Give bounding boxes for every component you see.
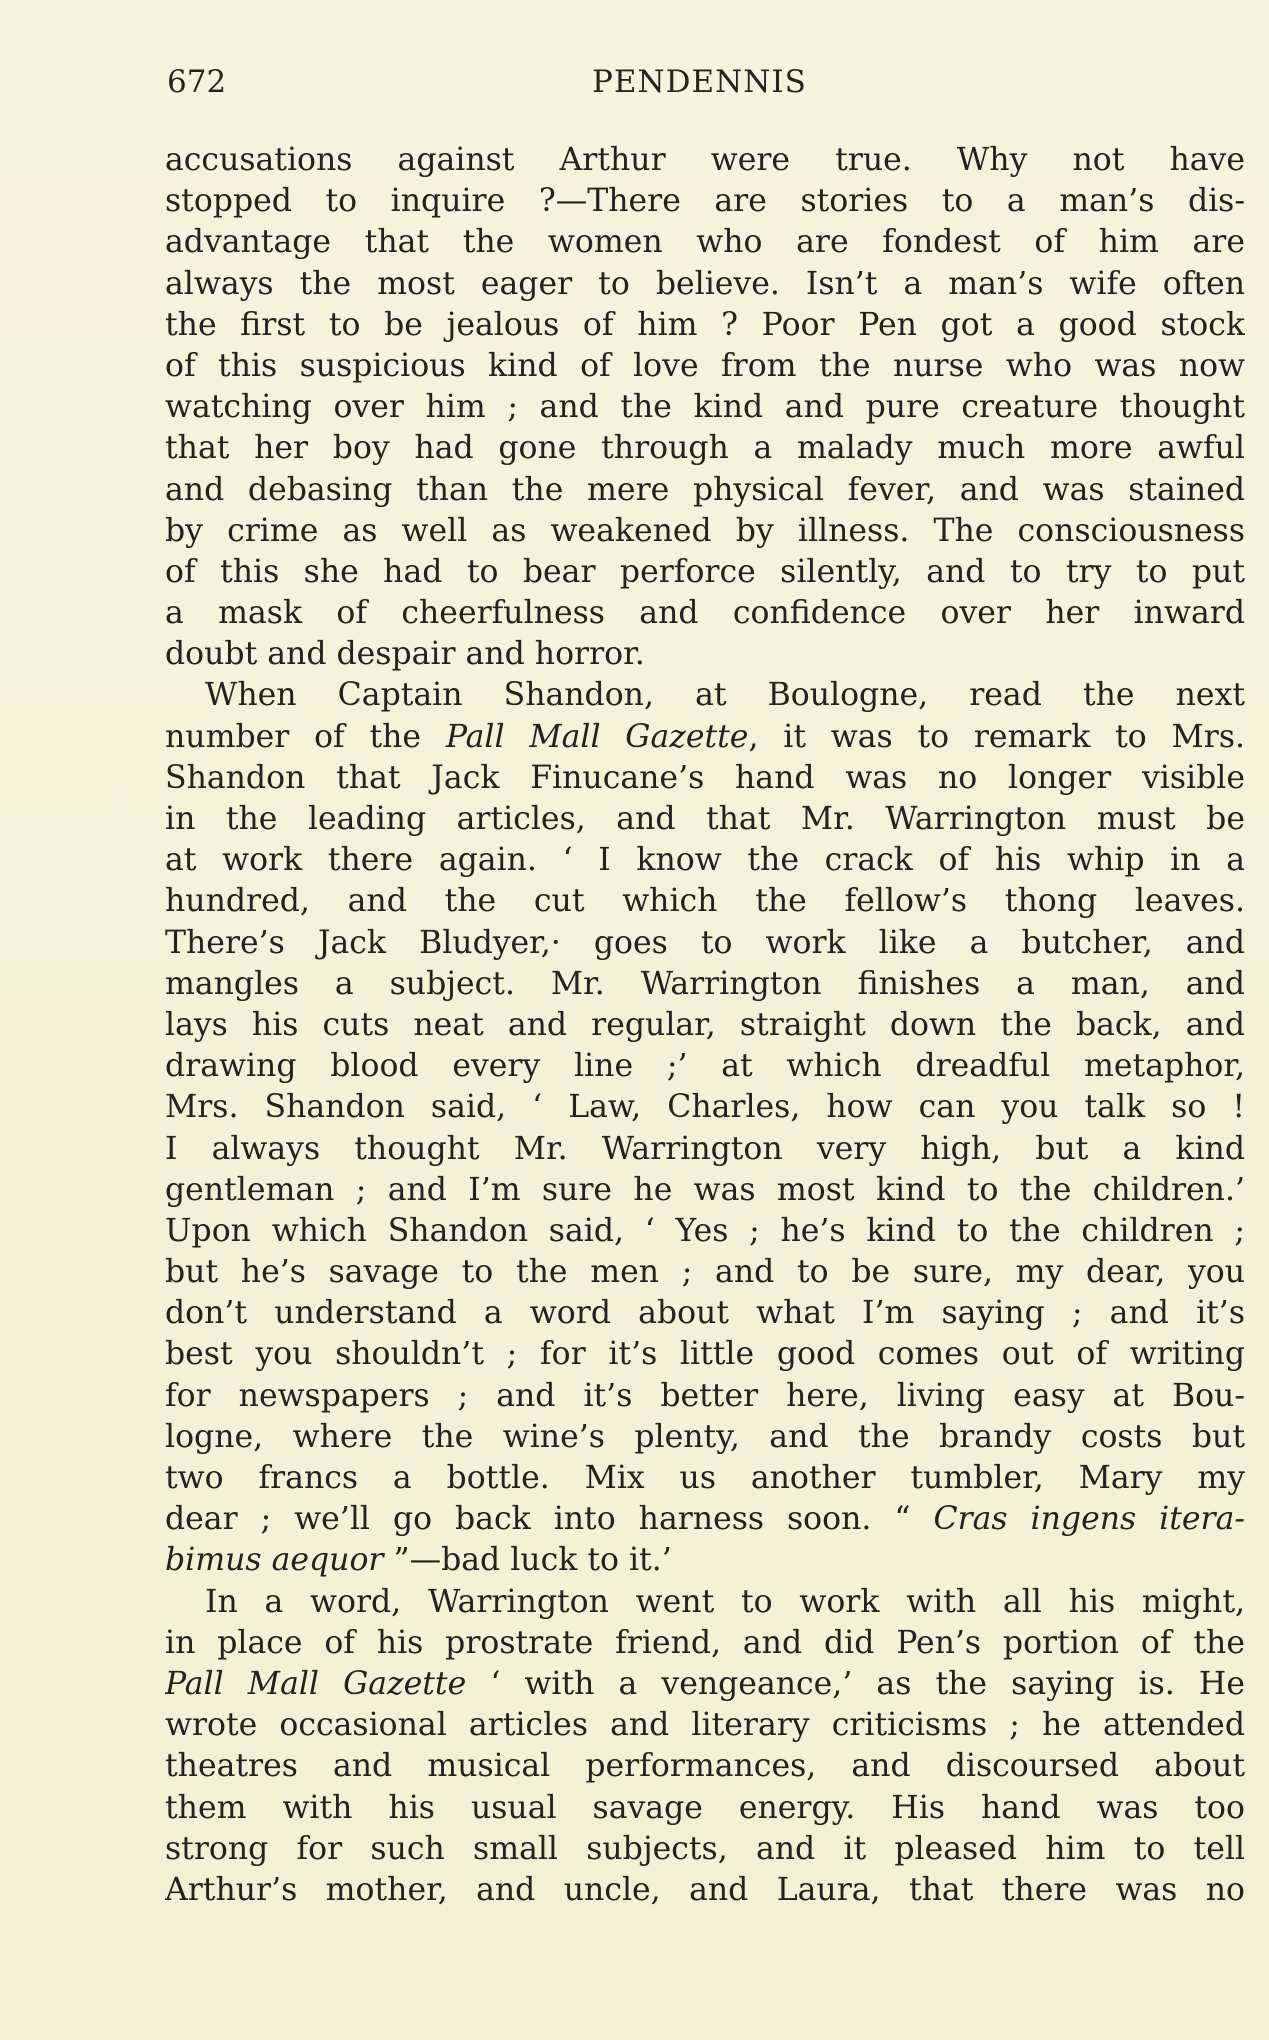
text-line: [165, 1540, 1245, 1581]
text-line: [165, 881, 1245, 922]
text-line: [165, 1129, 1245, 1170]
text-segment: don’t understand a word about what I’m saying ; and it’s: [165, 1295, 1245, 1332]
italic-text: bimus aequor: [165, 1542, 384, 1579]
text-segment: and debasing than the mere physical fever, and was stained: [165, 471, 1245, 508]
text-segment: gentleman ; and I’m sure he was most kind to the children.’: [165, 1171, 1245, 1208]
text-segment: Upon which Shandon said, ‘ Yes ; he’s kind to the children ;: [165, 1212, 1245, 1249]
text-segment: two francs a bottle. Mix us another tumbler, Mary my: [165, 1460, 1245, 1496]
text-segment: In a word, Warrington went to work with all his might,: [205, 1583, 1245, 1620]
page-header: [167, 64, 1247, 104]
text-segment: When Captain Shandon, at Boulogne, read the next: [205, 677, 1245, 714]
text-line: [165, 1293, 1245, 1334]
text-line: [165, 634, 1245, 675]
text-segment: always the most eager to believe. Isn’t a man’s wife often: [165, 265, 1245, 302]
text-segment: wrote occasional articles and literary criticisms ; he attended: [165, 1707, 1245, 1744]
text-line: [165, 1623, 1245, 1664]
text-segment: watching over him ; and the kind and pure creature thought: [165, 389, 1245, 426]
text-line: [165, 1458, 1245, 1499]
text-segment: Mrs. Shandon said, ‘ Law, Charles, how can you talk so !: [165, 1089, 1245, 1126]
text-line: [165, 470, 1245, 511]
text-line: [165, 1705, 1245, 1746]
text-segment: of this she had to bear perforce silently, and to try to put: [165, 553, 1245, 590]
text-segment: strong for such small subjects, and it pleased him to tell: [165, 1830, 1245, 1867]
text-segment: logne, where the wine’s plenty, and the brandy costs but: [165, 1418, 1245, 1455]
text-line: [165, 346, 1245, 387]
text-segment: I always thought Mr. Warrington very high, but a kind: [165, 1130, 1245, 1167]
text-segment: in place of his prostrate friend, and did Pen’s portion of the: [165, 1624, 1245, 1661]
text-segment: accusations against Arthur were true. Why not have: [165, 142, 1245, 178]
text-segment: hundred, and the cut which the fellow’s thong leaves.: [165, 883, 1245, 920]
text-segment: of this suspicious kind of love from the nurse who was now: [165, 347, 1245, 384]
text-segment: but he’s savage to the men ; and to be sure, my dear, you: [165, 1254, 1245, 1291]
text-line: [165, 923, 1245, 964]
text-line: [165, 593, 1245, 634]
text-segment: them with his usual savage energy. His hand was too: [165, 1789, 1245, 1826]
text-segment: drawing blood every line ;’ at which dreadful metaphor,: [165, 1048, 1245, 1085]
text-line: [165, 1829, 1245, 1870]
italic-text: Cras ingens itera-: [933, 1501, 1245, 1538]
text-line: [165, 1499, 1245, 1540]
body-text: [165, 140, 1245, 1911]
text-segment: the first to be jealous of him ? Poor Pen got a good stock: [165, 306, 1245, 343]
running-title: PENDENNIS: [592, 64, 807, 100]
text-line: [165, 1211, 1245, 1252]
text-line: [165, 1005, 1245, 1046]
text-line: [165, 181, 1245, 222]
text-segment: doubt and despair and horror.: [165, 636, 645, 673]
text-line: [165, 1087, 1245, 1128]
text-line: [165, 1870, 1245, 1911]
text-segment: ‘ with a vengeance,’ as the saying is. He: [466, 1665, 1245, 1702]
text-segment: dear ; we’ll go back into harness soon. “: [165, 1501, 934, 1538]
text-line: [165, 140, 1245, 181]
page-number: 672: [167, 64, 227, 100]
text-line: [165, 222, 1245, 263]
text-line: [165, 1417, 1245, 1458]
text-segment: Shandon that Jack Finucane’s hand was no longer visible: [165, 759, 1245, 796]
text-line: [165, 1664, 1245, 1705]
text-line: [165, 1746, 1245, 1787]
text-line: [165, 387, 1245, 428]
text-line: [165, 1046, 1245, 1087]
text-line: [165, 305, 1245, 346]
text-line: [165, 964, 1245, 1005]
text-segment: stopped to inquire ?—There are stories to a man’s dis-: [165, 183, 1245, 220]
text-line: [165, 1170, 1245, 1211]
text-line: [165, 675, 1245, 716]
text-segment: There’s Jack Bludyer,· goes to work like a butcher, and: [165, 924, 1245, 961]
text-segment: a mask of cheerfulness and confidence over her inward: [165, 595, 1245, 632]
text-segment: number of the: [165, 718, 446, 755]
text-segment: at work there again. ‘ I know the crack of his whip in a: [165, 842, 1245, 879]
text-line: [165, 1788, 1245, 1829]
text-line: [165, 1376, 1245, 1417]
text-segment: , it was to remark to Mrs.: [748, 718, 1245, 755]
text-line: [165, 799, 1245, 840]
text-line: [165, 511, 1245, 552]
text-line: [165, 1334, 1245, 1375]
text-line: [165, 1582, 1245, 1623]
text-line: [165, 428, 1245, 469]
text-segment: in the leading articles, and that Mr. Warrington must be: [165, 801, 1245, 837]
italic-text: Pall Mall Gazette: [445, 718, 749, 755]
text-line: [165, 758, 1245, 799]
text-segment: lays his cuts neat and regular, straight down the back, and: [165, 1006, 1245, 1043]
text-segment: mangles a subject. Mr. Warrington finishes a man, and: [165, 965, 1245, 1002]
text-line: [165, 264, 1245, 305]
text-segment: by crime as well as weakened by illness. The consciousness: [165, 512, 1245, 549]
text-segment: best you shouldn’t ; for it’s little good comes out of writing: [165, 1336, 1245, 1373]
text-segment: that her boy had gone through a malady much more awful: [165, 430, 1245, 467]
text-line: [165, 717, 1245, 758]
text-segment: ”—bad luck to it.’: [383, 1542, 672, 1579]
italic-text: Pall Mall Gazette: [165, 1665, 467, 1702]
text-line: [165, 552, 1245, 593]
text-line: [165, 840, 1245, 881]
text-segment: theatres and musical performances, and discoursed about: [165, 1748, 1245, 1785]
text-segment: advantage that the women who are fondest of him are: [165, 224, 1245, 261]
text-line: [165, 1252, 1245, 1293]
text-segment: Arthur’s mother, and uncle, and Laura, that there was no: [165, 1871, 1245, 1908]
text-segment: for newspapers ; and it’s better here, living easy at Bou-: [165, 1377, 1245, 1414]
